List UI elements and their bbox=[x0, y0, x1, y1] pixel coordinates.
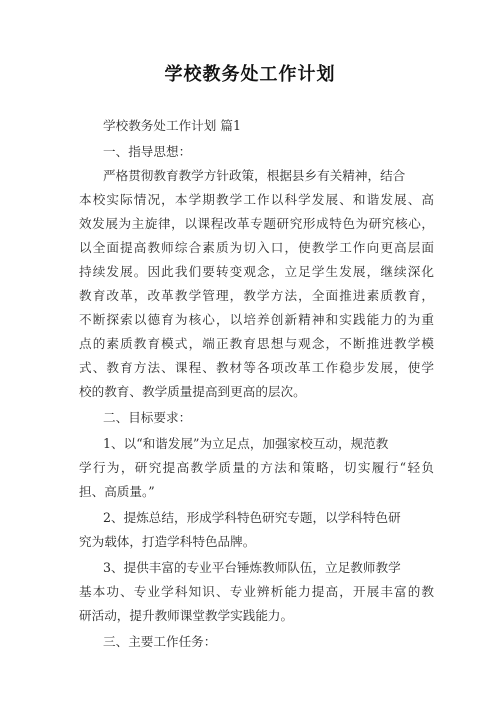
paragraph-line: 教育改革，改革教学管理，教学方法，全面推进素质教育， bbox=[79, 288, 434, 303]
paragraph-line: 持续发展。因此我们要转变观念，立足学生发展，继续深化 bbox=[79, 264, 434, 279]
paragraph-line: 基本功、专业学科知识、专业辨析能力提高，开展丰富的教 bbox=[79, 584, 434, 599]
document-subtitle: 学校教务处工作计划 篇1 bbox=[103, 118, 241, 133]
paragraph-line: 研活动，提升教师课堂教学实践能力。 bbox=[79, 608, 294, 623]
page-title: 学校教务处工作计划 bbox=[164, 64, 336, 85]
paragraph-line: 究为载体，打造学科特色品牌。 bbox=[79, 534, 256, 549]
paragraph-line: 担、高质量。” bbox=[79, 484, 155, 499]
paragraph-line: 3、提供丰富的专业平台锤炼教师队伍，立足教师教学 bbox=[103, 560, 401, 575]
section-heading: 三、主要工作任务： bbox=[103, 634, 217, 649]
paragraph-line: 不断探索以德育为核心，以培养创新精神和实践能力的为重 bbox=[79, 312, 434, 327]
section-heading: 二、目标要求： bbox=[103, 410, 192, 425]
paragraph-line: 2、提炼总结，形成学科特色研究专题，以学科特色研 bbox=[103, 510, 401, 525]
paragraph-line: 学行为，研究提高教学质量的方法和策略，切实履行“轻负 bbox=[79, 460, 434, 475]
section-heading: 一、指导思想： bbox=[103, 144, 192, 159]
paragraph-line: 式、教育方法、课程、教材等各项改革工作稳步发展，使学 bbox=[79, 360, 434, 375]
paragraph-line: 严格贯彻教育教学方针政策，根据县乡有关精神，结合 bbox=[103, 168, 406, 183]
paragraph-line: 点的素质教育模式，端正教育思想与观念，不断推进教学模 bbox=[79, 336, 434, 351]
paragraph-line: 效发展为主旋律，以课程改革专题研究形成特色为研究核心， bbox=[79, 216, 434, 231]
paragraph-line: 1、以“和谐发展”为立足点，加强家校互动，规范教 bbox=[103, 436, 389, 451]
paragraph-line: 本校实际情况，本学期教学工作以科学发展、和谐发展、高 bbox=[79, 192, 434, 207]
paragraph-line: 以全面提高教师综合素质为切入口，使教学工作向更高层面 bbox=[79, 240, 434, 255]
paragraph-line: 校的教育、教学质量提高到更高的层次。 bbox=[79, 384, 306, 399]
